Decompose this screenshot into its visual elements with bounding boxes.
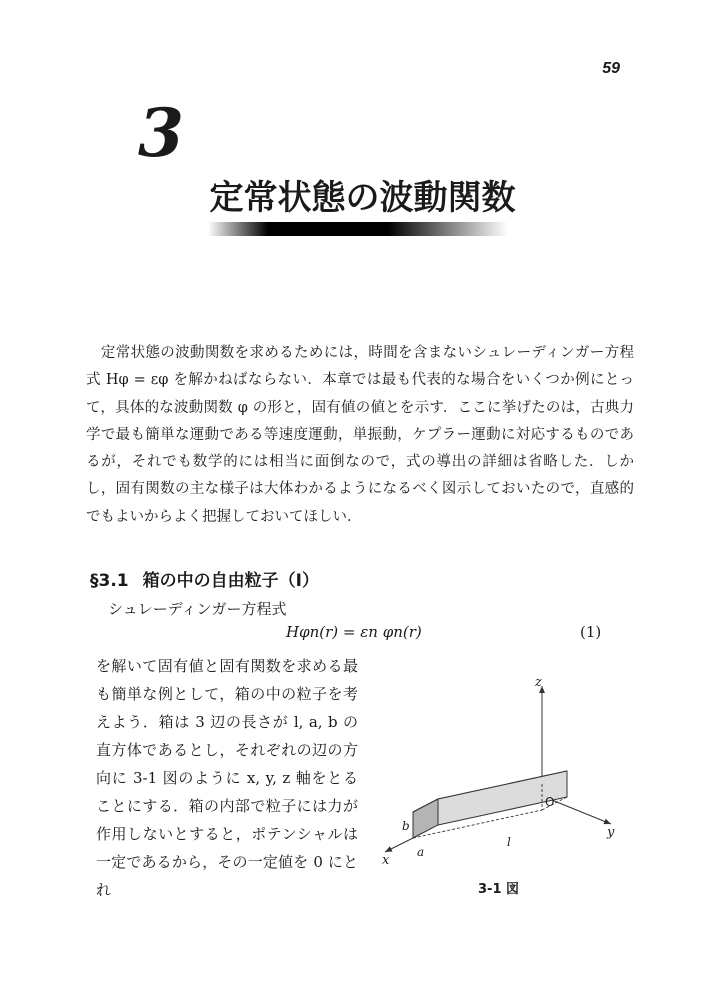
intro-paragraph: 定常状態の波動関数を求めるためには，時間を含まないシュレーディンガー方程式 Hφ = εφ を解かねばならない．本章では最も代表的な場合をいくつか例にとって，具体的な波動関数 φ の形と，固有値の値とを示す．ここに挙げたのは，古典力学で最も簡単な運動である等速度運動，単振動，ケプラー運動に対応するものであるが，それでも数学的には相当に面倒なので，式の導出の詳細は省略した．しかし，固有関数の主な様子は大体わかるようになるべく図示しておいたので，直感的でもよいからよく把握しておいてほしい． [86, 345, 634, 525]
body-paragraph: を解いて固有値と固有関数を求める最も簡単な例として，箱の中の粒子を考えよう．箱は 3 辺の長さが l, a, b の直方体であるとし，それぞれの辺の方向に 3-1 図のように x, y, z 軸をとることにする．箱の内部で粒子には力が作用しないとすると，ポテンシャルは一定であるから，その一定値を 0 にとれ [96, 657, 358, 899]
y-axis-label: y [607, 825, 615, 840]
origin-label: O [545, 795, 555, 809]
chapter-number: 3 [138, 94, 182, 172]
lead-text: シュレーディンガー方程式 [108, 600, 287, 618]
section-title: 箱の中の自由粒子（Ⅰ） [142, 571, 319, 591]
section-heading [90, 566, 319, 591]
box-diagram [375, 668, 625, 876]
section-number: §3.1 [90, 571, 129, 591]
page-number: 59 [602, 60, 620, 77]
edge-label-l: l [507, 835, 511, 849]
box-front-face [413, 799, 438, 838]
schrodinger-equation: Hφn(r) = εn φn(r) [286, 623, 422, 641]
chapter-title-underline [208, 222, 508, 236]
chapter-title: 定常状態の波動関数 [209, 178, 516, 218]
z-axis-label: z [535, 675, 542, 690]
x-axis-label: x [382, 853, 390, 868]
edge-label-a: a [417, 845, 425, 859]
x-axis [385, 838, 413, 852]
edge-label-b: b [402, 819, 410, 833]
figure-caption: 3-1 図 [478, 882, 520, 897]
equation-number: (1) [580, 623, 602, 641]
